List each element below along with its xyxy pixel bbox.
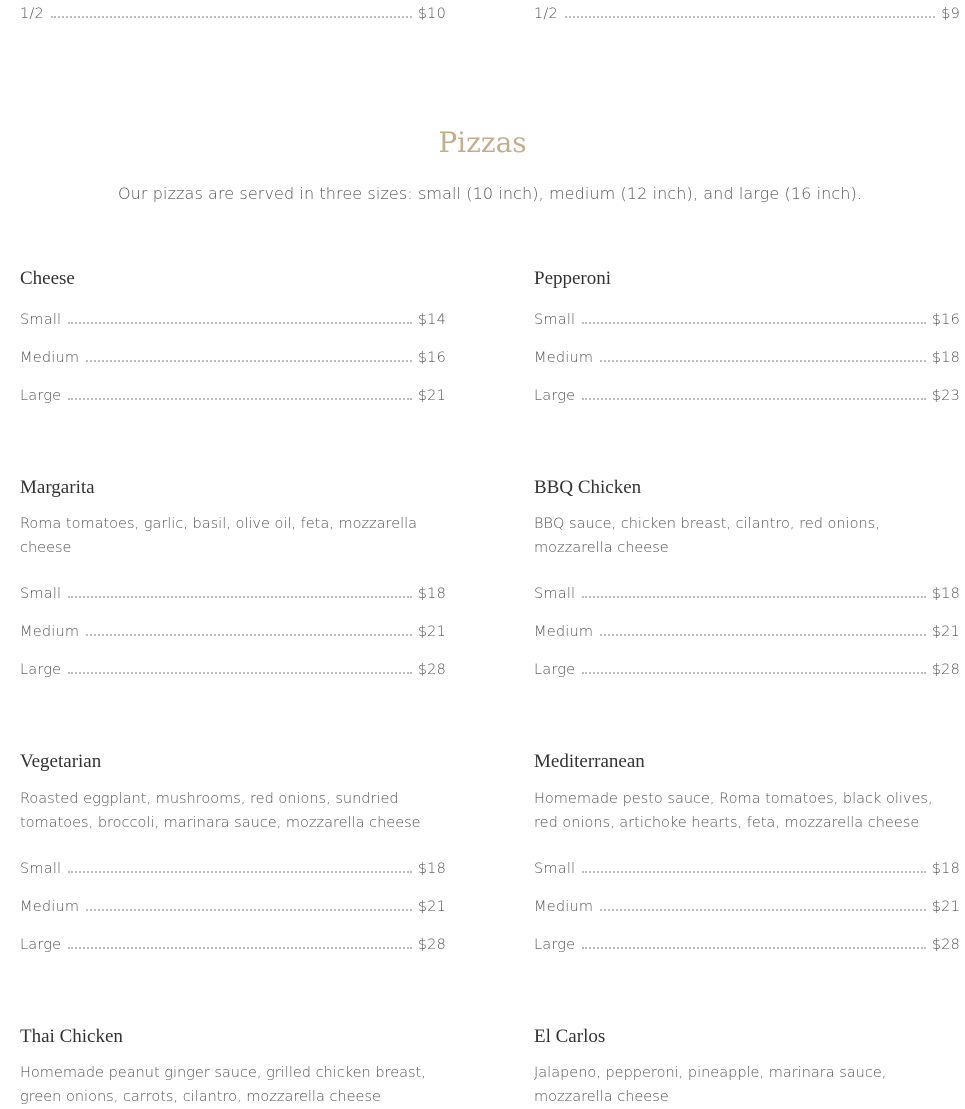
price-row (20, 656, 446, 678)
menu-item-description: Roma tomatoes, garlic, basil, olive oil, feta, mozzarella cheese (20, 516, 418, 556)
price-row (534, 382, 960, 404)
section-title: Pizzas (438, 126, 527, 159)
dot-leader (86, 909, 412, 911)
menu-item-name: BBQ Chicken (534, 477, 642, 498)
price-row (534, 344, 960, 366)
price-value: $10 (417, 6, 446, 22)
dot-leader (68, 596, 411, 598)
price-row (20, 580, 446, 602)
size-label: Medium (20, 350, 80, 366)
size-label: Large (534, 388, 576, 404)
size-label: Large (20, 937, 62, 953)
dot-leader (68, 672, 411, 674)
price-row (20, 855, 446, 877)
menu-item-description: Jalapeno, pepperoni, pineapple, marinara sauce, mozzarella cheese (534, 1065, 887, 1105)
size-label: Large (534, 662, 576, 678)
dot-leader (68, 398, 411, 400)
size-label: Medium (534, 624, 594, 640)
size-label: Medium (20, 624, 80, 640)
dot-leader (600, 909, 926, 911)
price-value: $21 (931, 624, 960, 640)
menu-item-description: Roasted eggplant, mushrooms, red onions, sundried tomatoes, broccoli, marinara sauce, mozzarella cheese (20, 791, 421, 831)
dot-leader (68, 947, 411, 949)
size-label: Large (20, 388, 62, 404)
dot-leader (68, 871, 411, 873)
dot-leader (600, 634, 926, 636)
dot-leader (582, 672, 925, 674)
price-row (20, 893, 446, 915)
dot-leader (86, 634, 412, 636)
size-label: Small (20, 312, 62, 328)
price-value: $14 (417, 312, 446, 328)
price-value: $18 (417, 586, 446, 602)
size-label: Medium (534, 899, 594, 915)
size-label: Medium (20, 899, 80, 915)
price-value: $16 (931, 312, 960, 328)
menu-item-description: BBQ sauce, chicken breast, cilantro, red onions, mozzarella cheese (534, 516, 880, 556)
price-value: $18 (931, 586, 960, 602)
menu-item-name: Vegetarian (20, 751, 102, 772)
menu-item-name: Margarita (20, 477, 95, 498)
price-row (534, 855, 960, 877)
size-label: Large (20, 662, 62, 678)
price-row (534, 306, 960, 328)
dot-leader (600, 360, 926, 362)
dot-leader (86, 360, 412, 362)
menu-item-name: El Carlos (534, 1026, 606, 1047)
size-label: Small (534, 586, 576, 602)
price-value: $21 (417, 899, 446, 915)
menu-item-name: Pepperoni (534, 268, 612, 289)
price-value: $21 (417, 624, 446, 640)
price-value: $21 (931, 899, 960, 915)
price-value: $16 (417, 350, 446, 366)
menu-item-name: Cheese (20, 268, 75, 289)
dot-leader (582, 322, 925, 324)
section-description: Our pizzas are served in three sizes: small (10 inch), medium (12 inch), and large (16 inch). (117, 184, 863, 203)
price-row (534, 656, 960, 678)
dot-leader (582, 596, 925, 598)
price-value: $28 (417, 662, 446, 678)
price-row (534, 580, 960, 602)
size-label: Medium (534, 350, 594, 366)
menu-item-name: Thai Chicken (20, 1026, 123, 1047)
dot-leader (582, 398, 925, 400)
size-label: 1/2 (20, 6, 44, 22)
size-label: Small (534, 861, 576, 877)
price-value: $21 (417, 388, 446, 404)
menu-item-name: Mediterranean (534, 751, 645, 772)
price-row (534, 893, 960, 915)
size-label: Large (534, 937, 576, 953)
price-value: $18 (931, 861, 960, 877)
size-label: Small (20, 861, 62, 877)
menu-item-description: Homemade pesto sauce, Roma tomatoes, black olives, red onions, artichoke hearts, feta, mozzarella cheese (534, 791, 933, 831)
price-row (534, 931, 960, 953)
price-value: $28 (931, 937, 960, 953)
price-value: $9 (941, 6, 960, 22)
dot-leader (582, 871, 925, 873)
dot-leader (582, 947, 925, 949)
size-label: Small (20, 586, 62, 602)
dot-leader (565, 16, 935, 18)
price-row (20, 382, 446, 404)
menu-item-description: Homemade peanut ginger sauce, grilled chicken breast, green onions, carrots, cilantro, mozzarella cheese (20, 1065, 426, 1105)
price-row (534, 618, 960, 640)
price-row-previous-left (20, 0, 446, 22)
price-value: $18 (931, 350, 960, 366)
price-value: $28 (417, 937, 446, 953)
price-row (20, 344, 446, 366)
price-value: $28 (931, 662, 960, 678)
price-value: $23 (931, 388, 960, 404)
dot-leader (68, 322, 411, 324)
size-label: 1/2 (534, 6, 558, 22)
price-row (20, 931, 446, 953)
size-label: Small (534, 312, 576, 328)
price-value: $18 (417, 861, 446, 877)
price-row (20, 306, 446, 328)
dot-leader (51, 16, 412, 18)
price-row-previous-right (534, 0, 960, 22)
price-row (20, 618, 446, 640)
